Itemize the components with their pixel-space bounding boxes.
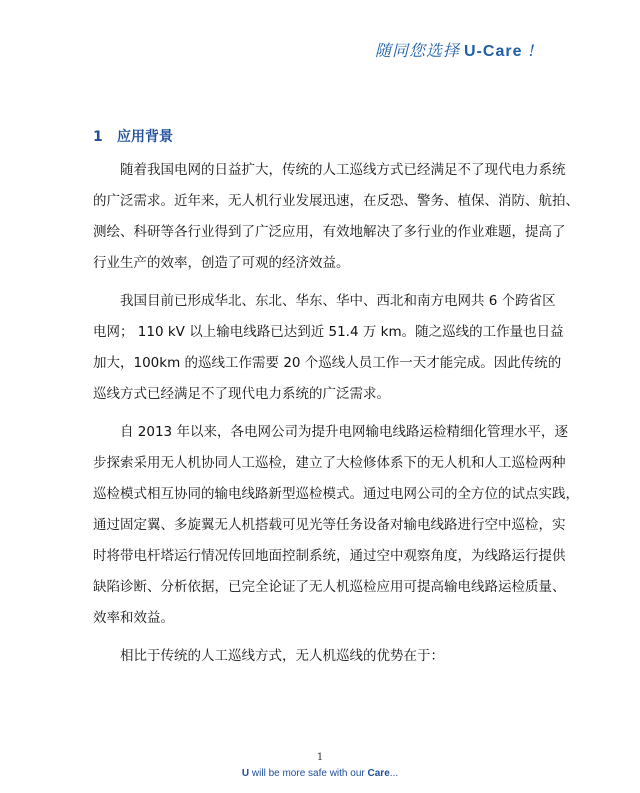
paragraph-line: 效率和效益。 xyxy=(93,610,174,626)
paragraph-line: 电网； 110 kV 以上输电线路已达到近 51.4 万 km。随之巡线的工作量也日益 xyxy=(93,324,564,340)
body-text xyxy=(93,155,579,679)
section-heading xyxy=(93,126,173,146)
footer-slogan-u: U xyxy=(241,768,250,779)
paragraph-line: 随着我国电网的日益扩大，传统的人工巡线方式已经满足不了现代电力系统 xyxy=(120,162,566,178)
paragraph xyxy=(93,641,559,672)
footer-slogan-middle: will be more safe with our xyxy=(249,768,368,779)
header-brand-name: U-Care xyxy=(464,43,523,60)
footer-slogan xyxy=(0,768,640,779)
paragraph-line: 自 2013 年以来，各电网公司为提升电网输电线路运检精细化管理水平，逐 xyxy=(120,424,568,440)
paragraph-line: 相比于传统的人工巡线方式，无人机巡线的优势在于： xyxy=(120,648,444,664)
page-number: 1 xyxy=(316,752,324,763)
paragraph-line: 步探索采用无人机协同人工巡检，建立了大检修体系下的无人机和人工巡检两种 xyxy=(93,455,566,471)
paragraph-line: 巡检模式相互协同的输电线路新型巡检模式。通过电网公司的全方位的试点实践， xyxy=(93,486,579,502)
paragraph-line: 巡线方式已经满足不了现代电力系统的广泛需求。 xyxy=(93,386,390,402)
footer-slogan-end: ... xyxy=(389,768,399,779)
paragraph xyxy=(93,286,564,410)
paragraph-line: 测绘、科研等各行业得到了广泛应用，有效地解决了多行业的作业难题，提高了 xyxy=(93,224,566,240)
paragraph-line: 行业生产的效率，创造了可观的经济效益。 xyxy=(93,255,350,271)
footer-slogan-care: Care xyxy=(367,768,390,779)
paragraph-line: 加大，100km 的巡线工作需要 20 个巡线人员工作一天才能完成。因此传统的 xyxy=(93,355,562,371)
paragraph-line: 我国目前已形成华北、东北、华东、华中、西北和南方电网共 6 个跨省区 xyxy=(120,293,556,309)
paragraph-line: 时将带电杆塔运行情况传回地面控制系统，通过空中观察角度，为线路运行提供 xyxy=(93,548,566,564)
paragraph-line: 缺陷诊断、分析依据，已完全论证了无人机巡检应用可提高输电线路运检质量、 xyxy=(93,579,566,595)
section-title: 应用背景 xyxy=(117,129,173,145)
section-number: 1 xyxy=(93,129,103,145)
paragraph xyxy=(93,417,579,634)
paragraph-line: 通过固定翼、多旋翼无人机搭载可见光等任务设备对输电线路进行空中巡检，实 xyxy=(93,517,566,533)
paragraph xyxy=(93,155,579,279)
header-slogan-mark: ! xyxy=(528,41,536,60)
paragraph-line: 的广泛需求。近年来，无人机行业发展迅速，在反恐、警务、植保、消防、航拍、 xyxy=(93,193,579,209)
header-slogan xyxy=(375,38,536,61)
header-slogan-text: 随同您选择 xyxy=(374,41,460,60)
